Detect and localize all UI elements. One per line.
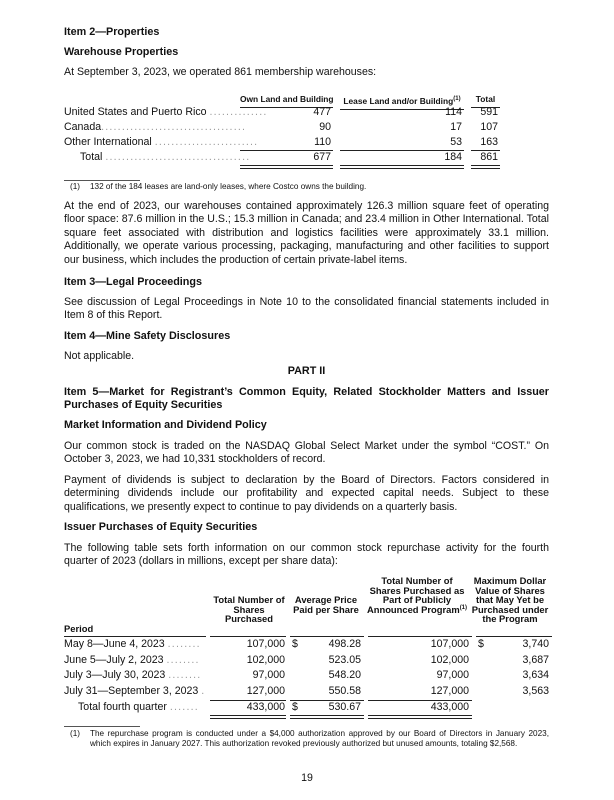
own-value: 477 bbox=[313, 106, 331, 118]
item4-heading: Item 4—Mine Safety Disclosures bbox=[64, 330, 231, 342]
repurchase-footnote: (1) The repurchase program is conducted under a $4,000 authorization approved by our Board of Directors in January 2023, which expires in January 2027. This authorization revoked previously authorized but unused amounts, totaling $2,568. bbox=[70, 729, 549, 749]
table-total-row: Total ................................... 677 184 861 bbox=[80, 151, 498, 163]
lease-value: 184 bbox=[444, 151, 462, 163]
dividend-text: Payment of dividends is subject to declaration by the Board of Directors. Factors considered in determining dividends include our profitability and expected capital needs. Subject to these qualifications, we presently expect to continue to pay dividends on a quarterly basis. bbox=[64, 474, 549, 513]
row-label: United States and Puerto Rico bbox=[64, 106, 207, 118]
row-label: Canada bbox=[64, 121, 102, 133]
lease-value: 17 bbox=[450, 121, 462, 133]
row-label: Other International bbox=[64, 136, 152, 148]
footnote-rule bbox=[64, 726, 140, 727]
col-header-total: Total bbox=[471, 93, 500, 108]
item2-intro: At September 3, 2023, we operated 861 membership warehouses: bbox=[64, 66, 377, 78]
table-total-row: Total fourth quarter ....... 433,000 $ 530.67 433,000 bbox=[78, 701, 469, 713]
warehouse-properties-heading: Warehouse Properties bbox=[64, 46, 179, 58]
issuer-purchases-text: The following table sets forth information on our common stock repurchase activity for the fourth quarter of 2023 (dollars in millions, except per share data): bbox=[64, 542, 549, 568]
issuer-purchases-heading: Issuer Purchases of Equity Securities bbox=[64, 521, 258, 533]
own-value: 90 bbox=[319, 121, 331, 133]
item5-heading: Item 5—Market for Registrant’s Common Equity, Related Stockholder Matters and Issuer Purchases of Equity Securities bbox=[64, 386, 549, 412]
table-row: United States and Puerto Rico .............. 477 114 591 bbox=[64, 106, 498, 118]
own-value: 110 bbox=[314, 136, 331, 148]
market-info-text: Our common stock is traded on the NASDAQ Global Select Market under the symbol “COST.” On October 3, 2023, we had 10,331 stockholders of record. bbox=[64, 440, 549, 466]
col-header-avg-price: Average Price Paid per Share bbox=[293, 594, 359, 615]
table-row: July 31—September 3, 2023 . 127,000 550.58 127,000 3,563 bbox=[64, 685, 549, 697]
table-row: Canada................................... 90 17 107 bbox=[64, 121, 498, 133]
properties-footnote: (1) 132 of the 184 leases are land-only leases, where Costco owns the building. bbox=[70, 182, 367, 191]
col-header-period: Period bbox=[64, 623, 94, 634]
table-row: Other International ......................... 110 53 163 bbox=[64, 136, 498, 148]
item2-heading: Item 2—Properties bbox=[64, 26, 160, 38]
lease-value: 114 bbox=[445, 106, 462, 118]
total-value: 107 bbox=[480, 121, 498, 133]
part-heading: PART II bbox=[287, 365, 326, 377]
item3-heading: Item 3—Legal Proceedings bbox=[64, 276, 203, 288]
lease-value: 53 bbox=[450, 136, 462, 148]
own-value: 677 bbox=[313, 151, 331, 163]
table-row: July 3—July 30, 2023 ........ 97,000 548.20 97,000 3,634 bbox=[64, 669, 549, 681]
total-value: 591 bbox=[480, 106, 498, 118]
col-header-max-value: Maximum Dollar Value of Shares that May Yet be Purchased under the Program bbox=[471, 575, 549, 625]
total-value: 163 bbox=[480, 136, 498, 148]
col-header-total-shares: Total Number of Shares Purchased bbox=[213, 594, 285, 625]
market-info-heading: Market Information and Dividend Policy bbox=[64, 419, 267, 431]
item4-text: Not applicable. bbox=[64, 350, 135, 362]
page-number: 19 bbox=[301, 772, 313, 784]
item2-paragraph: At the end of 2023, our warehouses contained approximately 126.3 million square feet of operating floor space: 87.6 million in the U.S.; 15.3 million in Canada; and 23.4 million in Other International. Total square feet associated with distribution and logistics facilities were approximately 33.1 million. Additionally, we operate various processing, packaging, manufacturing and other facilities to support our business, which includes the production of certain private-label items. bbox=[64, 200, 549, 266]
col-header-lease: Lease Land and/or Building$^{(1)}$ bbox=[340, 93, 464, 110]
table-row: May 8—June 4, 2023 ........ 107,000 $ 498.28 107,000 $ 3,740 bbox=[64, 638, 549, 650]
col-header-program-shares: Total Number of Shares Purchased as Part of Publicly Announced Program$^{(1)}$ bbox=[366, 575, 468, 615]
row-label: Total bbox=[80, 151, 103, 163]
footnote-rule bbox=[64, 180, 140, 181]
item3-text: See discussion of Legal Proceedings in Note 10 to the consolidated financial statements included in Item 8 of this Report. bbox=[64, 296, 549, 322]
table-row: June 5—July 2, 2023 ........ 102,000 523.05 102,000 3,687 bbox=[64, 654, 549, 666]
col-header-own: Own Land and Building bbox=[240, 93, 333, 108]
total-value: 861 bbox=[480, 151, 498, 163]
